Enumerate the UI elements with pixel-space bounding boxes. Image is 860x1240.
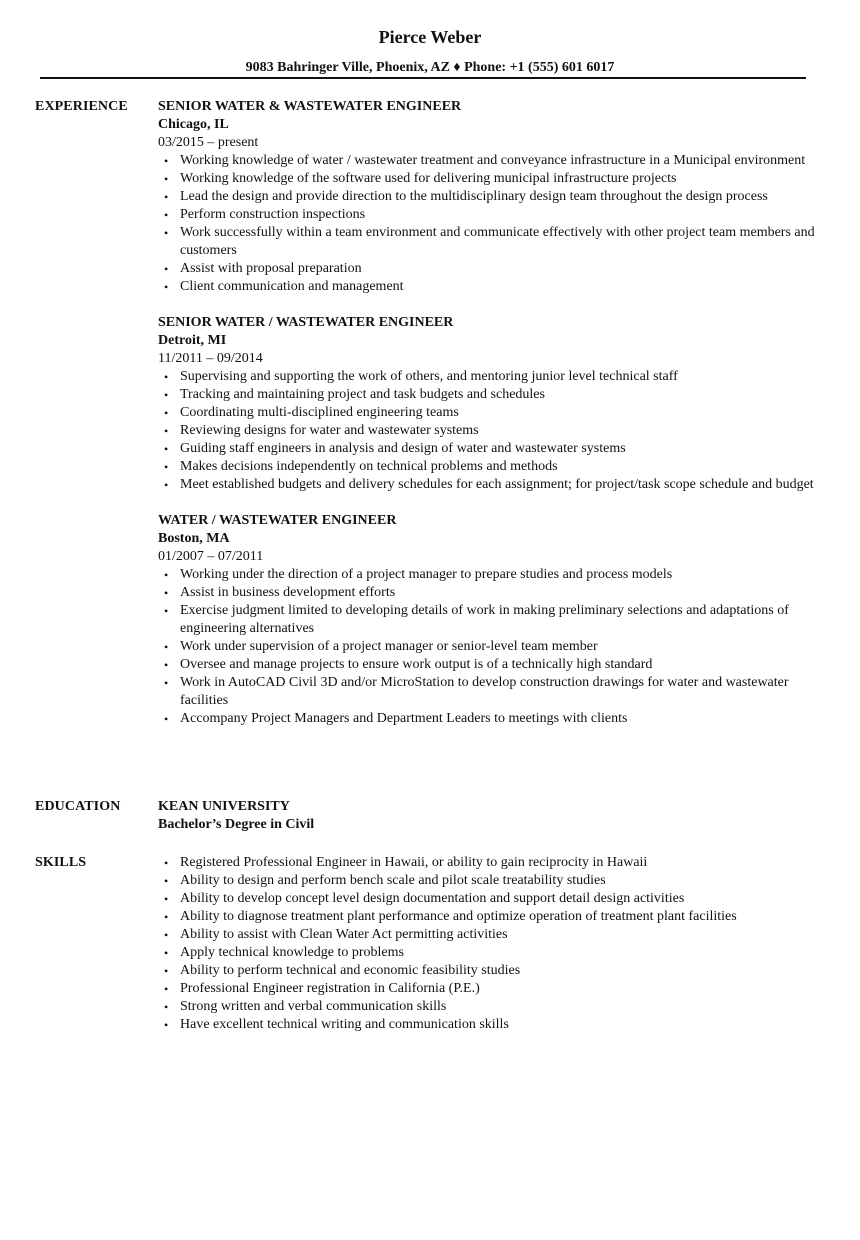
- candidate-name: Pierce Weber: [378, 27, 482, 47]
- job-bullet: • Work in AutoCAD Civil 3D and/or MicroStation to develop construction drawings for water and wastewater facilities: [158, 674, 818, 710]
- experience-section: [158, 98, 818, 746]
- skill-item: • Have excellent technical writing and communication skills: [158, 1016, 818, 1034]
- degree: Bachelor’s Degree in Civil: [158, 817, 315, 832]
- job-entry: [158, 98, 818, 296]
- section-label-skills: SKILLS: [35, 855, 87, 870]
- job-bullet: • Oversee and manage projects to ensure work output is of a technically high standard: [158, 656, 818, 674]
- job-dates: 03/2015 – present: [158, 135, 259, 150]
- skill-item: • Ability to perform technical and economic feasibility studies: [158, 962, 818, 980]
- skills-section: [158, 854, 818, 1034]
- skill-item: • Ability to design and perform bench scale and pilot scale treatability studies: [158, 872, 818, 890]
- job-title: SENIOR WATER / WASTEWATER ENGINEER: [158, 315, 454, 330]
- job-bullet: • Work under supervision of a project manager or senior-level team member: [158, 638, 818, 656]
- skills-list: [158, 854, 818, 1034]
- job-dates: 11/2011 – 09/2014: [158, 351, 263, 366]
- job-dates: 01/2007 – 07/2011: [158, 549, 264, 564]
- job-entry: [158, 512, 818, 728]
- job-bullet: • Guiding staff engineers in analysis and design of water and wastewater systems: [158, 440, 818, 458]
- job-bullets: [158, 368, 818, 494]
- section-label-experience: EXPERIENCE: [35, 99, 128, 114]
- education-section: [158, 798, 818, 834]
- job-bullet: • Working knowledge of the software used for delivering municipal infrastructure projects: [158, 170, 818, 188]
- skill-item: • Ability to develop concept level design documentation and support detail design activities: [158, 890, 818, 908]
- job-bullets: [158, 152, 818, 296]
- job-bullet: • Client communication and management: [158, 278, 818, 296]
- section-label-education: EDUCATION: [35, 799, 121, 814]
- job-bullet: • Lead the design and provide direction to the multidisciplinary design team throughout the design process: [158, 188, 818, 206]
- job-bullet: • Makes decisions independently on technical problems and methods: [158, 458, 818, 476]
- job-entry: [158, 314, 818, 494]
- job-location: Boston, MA: [158, 531, 230, 546]
- job-bullet: • Exercise judgment limited to developing details of work in making preliminary selections and adaptations of engineering alternatives: [158, 602, 818, 638]
- job-bullet: • Working under the direction of a project manager to prepare studies and process models: [158, 566, 818, 584]
- job-location: Detroit, MI: [158, 333, 227, 348]
- skill-item: • Apply technical knowledge to problems: [158, 944, 818, 962]
- skill-item: • Registered Professional Engineer in Hawaii, or ability to gain reciprocity in Hawaii: [158, 854, 818, 872]
- job-bullet: • Assist with proposal preparation: [158, 260, 818, 278]
- skill-item: • Ability to diagnose treatment plant performance and optimize operation of treatment plant facilities: [158, 908, 818, 926]
- job-bullet: • Supervising and supporting the work of others, and mentoring junior level technical staff: [158, 368, 818, 386]
- job-title: WATER / WASTEWATER ENGINEER: [158, 513, 397, 528]
- job-location: Chicago, IL: [158, 117, 229, 132]
- job-bullet: • Assist in business development efforts: [158, 584, 818, 602]
- job-bullets: [158, 566, 818, 728]
- skill-item: • Strong written and verbal communication skills: [158, 998, 818, 1016]
- job-bullet: • Work successfully within a team environment and communicate effectively with other project team members and customers: [158, 224, 818, 260]
- skill-item: • Ability to assist with Clean Water Act permitting activities: [158, 926, 818, 944]
- job-title: SENIOR WATER & WASTEWATER ENGINEER: [158, 99, 462, 114]
- job-bullet: • Tracking and maintaining project and task budgets and schedules: [158, 386, 818, 404]
- job-bullet: • Coordinating multi-disciplined engineering teams: [158, 404, 818, 422]
- school-name: KEAN UNIVERSITY: [158, 799, 290, 814]
- contact-line: 9083 Bahringer Ville, Phoenix, AZ ♦ Phone: +1 (555) 601 6017: [245, 60, 615, 75]
- job-bullet: • Perform construction inspections: [158, 206, 818, 224]
- job-bullet: • Reviewing designs for water and wastewater systems: [158, 422, 818, 440]
- skill-item: • Professional Engineer registration in California (P.E.): [158, 980, 818, 998]
- header-divider: [40, 77, 806, 79]
- job-bullet: • Meet established budgets and delivery schedules for each assignment; for project/task scope schedule and budget: [158, 476, 818, 494]
- job-bullet: • Working knowledge of water / wastewater treatment and conveyance infrastructure in a Municipal environment: [158, 152, 818, 170]
- job-bullet: • Accompany Project Managers and Department Leaders to meetings with clients: [158, 710, 818, 728]
